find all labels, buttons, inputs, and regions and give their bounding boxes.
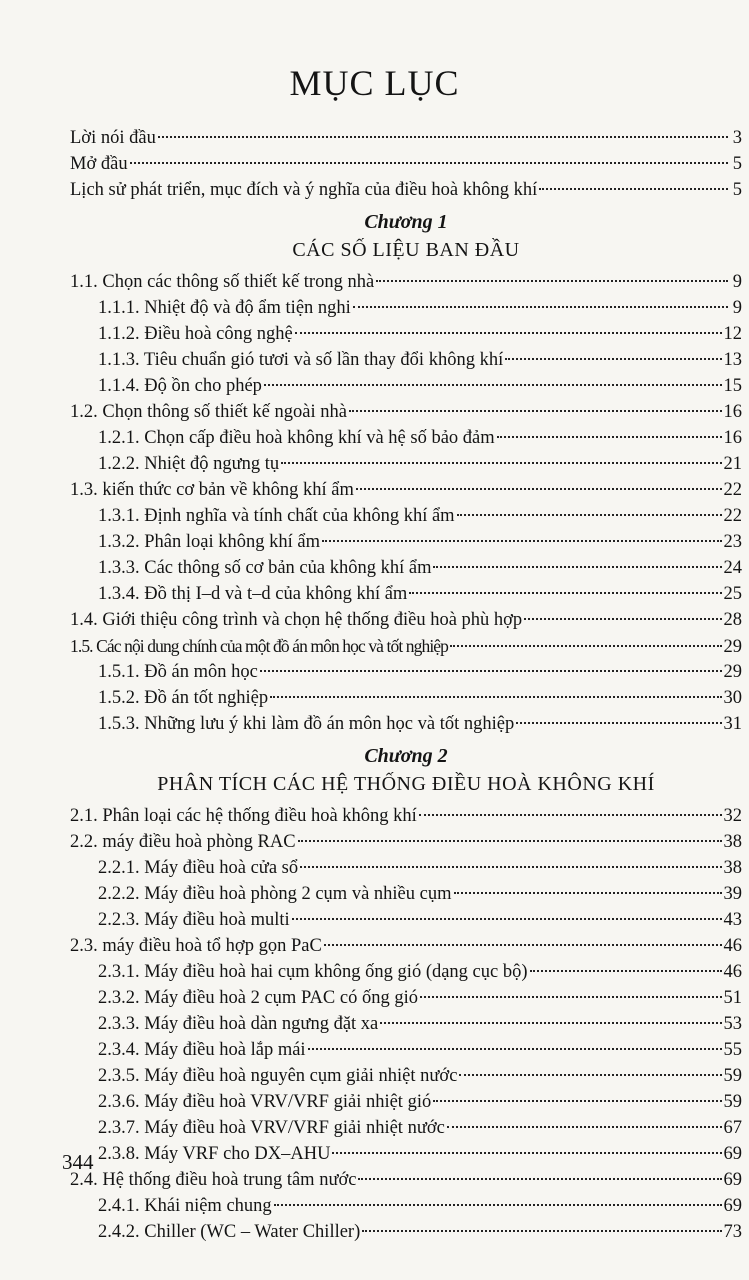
toc-entry <box>70 425 742 451</box>
dot-leader <box>376 280 728 282</box>
toc-entry-page: 29 <box>723 662 742 682</box>
toc-entry <box>70 607 742 633</box>
dot-leader <box>454 892 722 894</box>
dot-leader <box>524 618 721 620</box>
toc-entry-page: 38 <box>723 832 742 852</box>
toc-entry <box>70 959 742 985</box>
toc-entry-page: 25 <box>723 584 742 604</box>
toc-entry-title: 1.2. Chọn thông số thiết kế ngoài nhà <box>70 402 347 422</box>
toc-entry <box>70 321 742 347</box>
toc-entry-title: 1.3.2. Phân loại không khí ẩm <box>98 532 320 552</box>
toc-entry-page: 16 <box>723 428 742 448</box>
toc-entry-title: 1.3.4. Đồ thị I–d và t–d của không khí ẩm <box>98 584 408 604</box>
toc-entry-page: 38 <box>723 858 742 878</box>
toc-entry <box>70 803 742 829</box>
toc-entry-page: 3 <box>732 128 742 148</box>
table-of-contents <box>70 125 742 1245</box>
toc-entry-title: 2.2.3. Máy điều hoà multi <box>98 910 290 930</box>
toc-entry-title: Lịch sử phát triển, mục đích và ý nghĩa của điều hoà không khí <box>70 180 538 200</box>
dot-leader <box>295 332 722 334</box>
toc-entry-title: 2.4.2. Chiller (WC – Water Chiller) <box>98 1222 361 1242</box>
toc-entry-title: 2.3. máy điều hoà tổ hợp gọn PaC <box>70 936 322 956</box>
dot-leader <box>130 162 728 164</box>
toc-entry-page: 32 <box>723 806 742 826</box>
dot-leader <box>358 1178 721 1180</box>
toc-entry-title: 2.4.1. Khái niệm chung <box>98 1196 272 1216</box>
toc-entry <box>70 477 742 503</box>
toc-entry-title: 2.3.4. Máy điều hoà lắp mái <box>98 1040 306 1060</box>
toc-entry <box>70 1219 742 1245</box>
toc-entry-title: Mở đầu <box>70 154 128 174</box>
toc-entry <box>70 451 742 477</box>
dot-leader <box>274 1204 722 1206</box>
dot-leader <box>419 814 722 816</box>
toc-entry-page: 55 <box>723 1040 742 1060</box>
dot-leader <box>433 566 721 568</box>
toc-entry-title: 2.3.7. Máy điều hoà VRV/VRF giải nhiệt nước <box>98 1118 445 1138</box>
toc-entry <box>70 633 742 659</box>
toc-entry-page: 39 <box>723 884 742 904</box>
toc-entry-page: 5 <box>732 180 742 200</box>
toc-entry-page: 59 <box>723 1092 742 1112</box>
dot-leader <box>539 188 728 190</box>
dot-leader <box>433 1100 721 1102</box>
toc-entry-title: 1.5.1. Đồ án môn học <box>98 662 258 682</box>
toc-entry <box>70 711 742 737</box>
toc-entry-page: 28 <box>723 610 742 630</box>
dot-leader <box>459 1074 721 1076</box>
dot-leader <box>447 1126 722 1128</box>
toc-entry <box>70 177 742 203</box>
toc-entry-page: 43 <box>723 910 742 930</box>
toc-entry-page: 21 <box>723 454 742 474</box>
toc-entry-page: 69 <box>723 1196 742 1216</box>
dot-leader <box>260 670 722 672</box>
toc-entry-title: 1.5. Các nội dung chính của một đồ án môn học và tốt nghiệp <box>70 636 449 656</box>
toc-entry <box>70 555 742 581</box>
toc-entry <box>70 829 742 855</box>
toc-entry <box>70 347 742 373</box>
toc-entry-page: 24 <box>723 558 742 578</box>
toc-entry-title: 2.3.8. Máy VRF cho DX–AHU <box>98 1144 331 1164</box>
toc-entry-title: 2.3.6. Máy điều hoà VRV/VRF giải nhiệt gió <box>98 1092 432 1112</box>
toc-entry-title: 1.4. Giới thiệu công trình và chọn hệ thống điều hoà phù hợp <box>70 610 523 630</box>
toc-entry-title: 1.5.3. Những lưu ý khi làm đồ án môn học và tốt nghiệp <box>98 714 515 734</box>
toc-entry-page: 73 <box>723 1222 742 1242</box>
dot-leader <box>380 1022 721 1024</box>
toc-entry-page: 30 <box>723 688 742 708</box>
toc-entry <box>70 1037 742 1063</box>
toc-entry-title: 1.2.1. Chọn cấp điều hoà không khí và hệ số bảo đảm <box>98 428 495 448</box>
toc-entry <box>70 1141 742 1167</box>
toc-entry-page: 46 <box>723 936 742 956</box>
dot-leader <box>158 136 728 138</box>
chapter-number: Chương 2 <box>364 745 448 767</box>
dot-leader <box>264 384 722 386</box>
toc-entry-title: 1.2.2. Nhiệt độ ngưng tụ <box>98 454 280 474</box>
toc-entry-page: 69 <box>723 1144 742 1164</box>
dot-leader <box>362 1230 721 1232</box>
toc-entry-title: 1.5.2. Đồ án tốt nghiệp <box>98 688 269 708</box>
dot-leader <box>281 462 721 464</box>
toc-entry-page: 67 <box>723 1118 742 1138</box>
toc-entry-page: 23 <box>723 532 742 552</box>
toc-entry-page: 46 <box>723 962 742 982</box>
toc-entry <box>70 907 742 933</box>
toc-entry <box>70 855 742 881</box>
chapter-title: PHÂN TÍCH CÁC HỆ THỐNG ĐIỀU HOÀ KHÔNG KHÍ <box>157 773 655 795</box>
toc-entry <box>70 1011 742 1037</box>
toc-entry-title: 2.3.2. Máy điều hoà 2 cụm PAC có ống gió <box>98 988 418 1008</box>
toc-entry <box>70 1193 742 1219</box>
toc-entry-title: 1.1.1. Nhiệt độ và độ ẩm tiện nghi <box>98 298 351 318</box>
dot-leader <box>324 944 722 946</box>
toc-entry-page: 31 <box>723 714 742 734</box>
toc-entry-title: 2.3.5. Máy điều hoà nguyên cụm giải nhiệt nước <box>98 1066 458 1086</box>
dot-leader <box>270 696 721 698</box>
toc-entry <box>70 125 742 151</box>
toc-entry-page: 69 <box>723 1170 742 1190</box>
toc-entry-title: 2.2. máy điều hoà phòng RAC <box>70 832 296 852</box>
dot-leader <box>409 592 721 594</box>
dot-leader <box>292 918 722 920</box>
toc-entry-title: 2.1. Phân loại các hệ thống điều hoà không khí <box>70 806 417 826</box>
toc-entry <box>70 503 742 529</box>
toc-entry <box>70 399 742 425</box>
toc-entry <box>70 373 742 399</box>
toc-entry-title: 1.1.3. Tiêu chuẩn gió tươi và số lần thay đổi không khí <box>98 350 504 370</box>
toc-entry-title: Lời nói đầu <box>70 128 156 148</box>
toc-entry-page: 22 <box>723 506 742 526</box>
page-title: MỤC LỤC <box>289 63 460 103</box>
toc-entry-page: 51 <box>723 988 742 1008</box>
dot-leader <box>353 306 728 308</box>
toc-entry <box>70 1115 742 1141</box>
toc-entry-title: 1.3.3. Các thông số cơ bản của không khí ẩm <box>98 558 432 578</box>
toc-entry-page: 29 <box>723 637 742 657</box>
toc-entry-title: 2.3.1. Máy điều hoà hai cụm không ống gió (dạng cục bộ) <box>98 962 528 982</box>
chapter-title: CÁC SỐ LIỆU BAN ĐẦU <box>292 239 520 261</box>
page-number: 344 <box>62 1150 94 1174</box>
dot-leader <box>457 514 722 516</box>
toc-entry-page: 15 <box>723 376 742 396</box>
toc-entry <box>70 1089 742 1115</box>
toc-entry-title: 2.3.3. Máy điều hoà dàn ngưng đặt xa <box>98 1014 379 1034</box>
toc-entry <box>70 933 742 959</box>
toc-entry <box>70 1063 742 1089</box>
toc-entry-title: 1.3.1. Định nghĩa và tính chất của không khí ẩm <box>98 506 455 526</box>
toc-entry-title: 1.1. Chọn các thông số thiết kế trong nhà <box>70 272 375 292</box>
dot-leader <box>298 840 722 842</box>
dot-leader <box>450 645 721 647</box>
dot-leader <box>516 722 721 724</box>
toc-entry <box>70 295 742 321</box>
dot-leader <box>497 436 722 438</box>
dot-leader <box>322 540 722 542</box>
toc-entry-page: 13 <box>723 350 742 370</box>
toc-entry <box>70 269 742 295</box>
toc-entry-title: 1.1.2. Điều hoà công nghệ <box>98 324 293 344</box>
toc-entry <box>70 985 742 1011</box>
toc-entry-page: 12 <box>723 324 742 344</box>
toc-entry <box>70 1167 742 1193</box>
toc-entry <box>70 529 742 555</box>
toc-entry <box>70 581 742 607</box>
dot-leader <box>349 410 722 412</box>
toc-entry <box>70 151 742 177</box>
toc-entry-title: 1.3. kiến thức cơ bản về không khí ẩm <box>70 480 354 500</box>
dot-leader <box>356 488 722 490</box>
dot-leader <box>300 866 721 868</box>
toc-entry <box>70 659 742 685</box>
toc-entry-page: 9 <box>732 272 742 292</box>
toc-entry-title: 2.4. Hệ thống điều hoà trung tâm nước <box>70 1170 357 1190</box>
toc-entry-page: 5 <box>732 154 742 174</box>
dot-leader <box>420 996 722 998</box>
toc-entry <box>70 881 742 907</box>
dot-leader <box>332 1152 721 1154</box>
chapter-number: Chương 1 <box>364 211 448 233</box>
toc-entry-page: 59 <box>723 1066 742 1086</box>
toc-entry-page: 16 <box>723 402 742 422</box>
toc-entry-title: 2.2.2. Máy điều hoà phòng 2 cụm và nhiều cụm <box>98 884 452 904</box>
dot-leader <box>530 970 722 972</box>
toc-entry <box>70 685 742 711</box>
dot-leader <box>308 1048 722 1050</box>
toc-entry-page: 53 <box>723 1014 742 1034</box>
toc-entry-title: 2.2.1. Máy điều hoà cửa sổ <box>98 858 299 878</box>
toc-entry-page: 9 <box>732 298 742 318</box>
toc-entry-page: 22 <box>723 480 742 500</box>
toc-entry-title: 1.1.4. Độ ồn cho phép <box>98 376 262 396</box>
dot-leader <box>505 358 721 360</box>
